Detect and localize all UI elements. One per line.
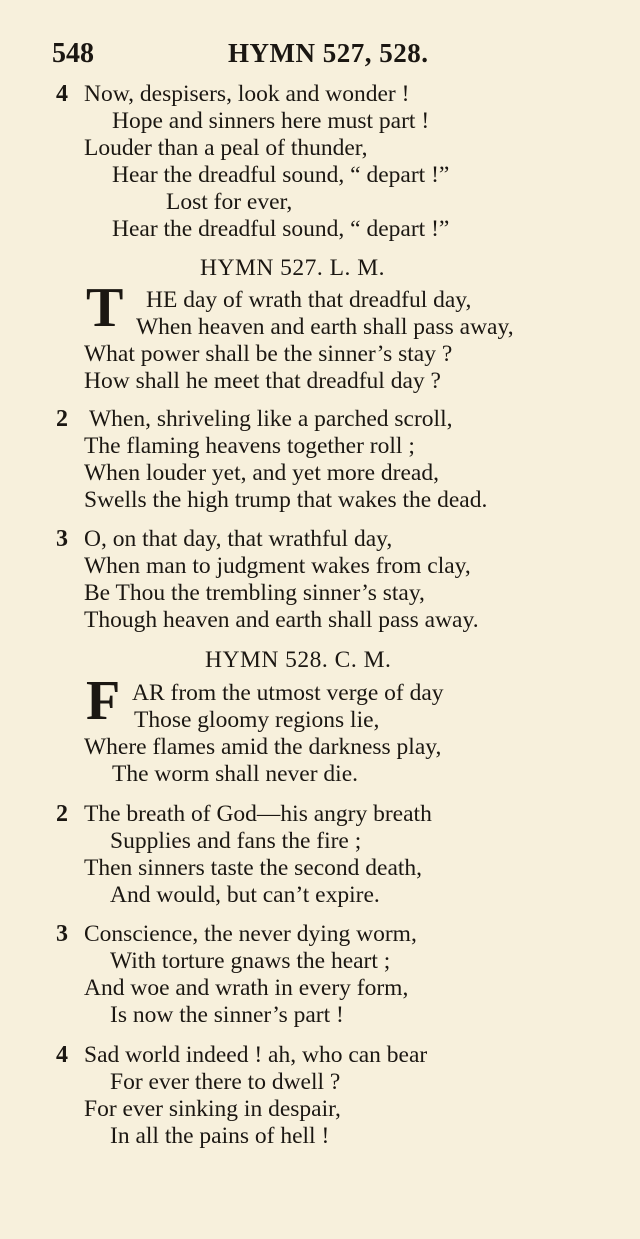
verse-line: How shall he meet that dreadful day ? [84,368,441,394]
verse-number: 3 [56,526,68,552]
verse-line: Though heaven and earth shall pass away. [84,607,479,633]
drop-cap: T [86,277,124,339]
verse-line: For ever there to dwell ? [110,1069,341,1095]
verse-line: With torture gnaws the heart ; [110,948,391,974]
verse-line: Hear the dreadful sound, “ depart !” [112,216,450,242]
verse-line: O, on that day, that wrathful day, [84,526,393,552]
verse-line: When louder yet, and yet more dread, [84,460,439,486]
verse-line: Louder than a peal of thunder, [84,135,368,161]
verse-number: 2 [56,406,68,432]
verse-line: The worm shall never die. [112,761,359,787]
verse-line: Then sinners taste the second death, [84,855,423,881]
verse-line: Hope and sinners here must part ! [112,108,430,134]
page-header [52,38,600,72]
verse-line: Supplies and fans the fire ; [110,828,362,854]
verse-number: 4 [56,1042,68,1068]
verse-line: Lost for ever, [166,189,293,215]
verse-line: Be Thou the trembling sinner’s stay, [84,580,425,606]
verse-line: Swells the high trump that wakes the dead. [84,487,488,513]
verse-line: When heaven and earth shall pass away, [136,314,514,340]
verse-line: For ever sinking in despair, [84,1096,341,1122]
verse-line: What power shall be the sinner’s stay ? [84,341,453,367]
verse-line: Conscience, the never dying worm, [84,921,417,947]
verse-line: In all the pains of hell ! [110,1123,330,1149]
verse-line: The flaming heavens together roll ; [84,433,415,459]
verse-line: The breath of God—his angry breath [84,801,432,827]
verse-number: 2 [56,801,68,827]
verse-line: Where flames amid the darkness play, [84,734,442,760]
verse-line: Is now the sinner’s part ! [110,1002,344,1028]
verse-line: AR from the utmost verge of day [132,680,444,706]
verse-line: And would, but can’t expire. [110,882,380,908]
verse-line: Hear the dreadful sound, “ depart !” [112,162,450,188]
running-head: HYMN 527, 528. [228,38,429,68]
verse-line: Sad world indeed ! ah, who can bear [84,1042,428,1068]
drop-cap: F [86,670,121,732]
page-number: 548 [52,38,94,69]
verse-line: HE day of wrath that dreadful day, [146,287,472,313]
verse-line: Those gloomy regions lie, [134,707,380,733]
verse-line: When man to judgment wakes from clay, [84,553,471,579]
verse-line: When, shriveling like a parched scroll, [89,406,453,432]
verse-number: 4 [56,81,68,107]
verse-line: And woe and wrath in every form, [84,975,409,1001]
verse-number: 3 [56,921,68,947]
verse-line: Now, despisers, look and wonder ! [84,81,410,107]
hymn-title: HYMN 528. C. M. [205,647,392,673]
hymn-title: HYMN 527. L. M. [200,255,386,281]
